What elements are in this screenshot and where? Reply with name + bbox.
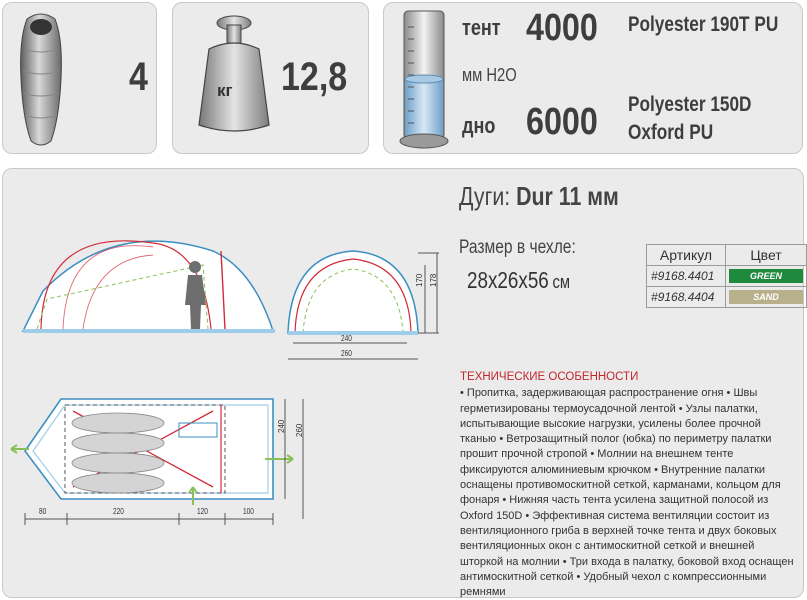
color-swatch-sand: SAND xyxy=(729,290,803,304)
sleeping-bag-icon xyxy=(11,9,71,149)
article-code: #9168.4404 xyxy=(647,287,726,308)
tent-front-view xyxy=(288,251,439,359)
features-title: ТЕХНИЧЕСКИЕ ОСОБЕННОСТИ xyxy=(460,371,639,383)
dim-plan-length-1: 80 xyxy=(39,507,47,516)
packed-size-value: 28x26x56 xyxy=(467,267,549,293)
dim-side-height-1: 170 xyxy=(415,273,424,287)
dim-side-height-2: 178 xyxy=(429,273,438,287)
technical-features xyxy=(460,370,798,600)
dim-front-width-2: 260 xyxy=(341,349,352,358)
tent-label: тент xyxy=(462,15,501,40)
tent-diagrams xyxy=(3,229,463,589)
dim-plan-width-1: 240 xyxy=(277,419,286,433)
article-code: #9168.4401 xyxy=(647,266,726,287)
packed-size-label: Размер в чехле: xyxy=(459,237,576,258)
color-header: Цвет xyxy=(726,245,807,266)
poles-value: Dur 11 мм xyxy=(516,181,619,211)
dim-plan-length-4: 100 xyxy=(243,507,254,516)
water-column-icon xyxy=(396,7,456,151)
floor-material: Polyester 150D Oxford PU xyxy=(628,93,752,144)
packed-size xyxy=(467,267,570,294)
dim-plan-length-3: 120 xyxy=(197,507,208,516)
color-cell xyxy=(726,287,807,308)
table-row xyxy=(647,266,807,287)
water-resistance-card xyxy=(383,2,803,154)
color-cell xyxy=(726,266,807,287)
tent-plan-view xyxy=(11,399,303,525)
article-header: Артикул xyxy=(647,245,726,266)
dim-plan-length-2: 220 xyxy=(113,507,124,516)
poles-label: Дуги: xyxy=(459,181,511,211)
article-table-header xyxy=(647,245,807,266)
dim-plan-width-2: 260 xyxy=(295,423,304,437)
poles-spec xyxy=(459,181,619,212)
color-swatch-green: GREEN xyxy=(729,269,803,283)
weight-value: 12,8 xyxy=(281,55,348,99)
tent-water-value: 4000 xyxy=(526,7,598,49)
floor-label: дно xyxy=(462,113,496,138)
tent-side-view xyxy=(23,241,275,333)
weight-kettlebell-icon xyxy=(189,15,279,145)
tent-material: Polyester 190T PU xyxy=(628,13,779,36)
sleeping-bag-card xyxy=(2,2,157,154)
weight-card xyxy=(172,2,369,154)
packed-size-unit: см xyxy=(552,272,570,292)
dim-front-width-1: 240 xyxy=(341,334,352,343)
table-row xyxy=(647,287,807,308)
article-table xyxy=(646,244,807,308)
water-unit: мм H2O xyxy=(462,65,517,85)
sleeping-bag-count: 4 xyxy=(129,55,148,99)
features-text: • Пропитка, задерживающая распространение огня • Швы герметизированы термоусадочной лентой • Узлы палатки, испытывающие высокие нагрузки, усилены более прочной тканью • Ветрозащитный полог (юбка) по периметру палатки прошит прочной стропой • Молнии на внешнем тенте фиксируются алюминиевым крючком • Внутренние палатки оснащены противомоскитной сеткой, карманами, кольцом для фонаря • Нижняя часть тента усилена защитной полосой из Oxford 150D • Эффективная система вентиляции состоит из вентиляционного грибa в верхней точке тента и двух боковых вентиляционных окон с антимоскитной сеткой и внешней шторкой на молнии • Три входа в палатку, боковой вход оснащен антимоскитной сеткой • Удобный чехол с компрессионными ремнями xyxy=(460,387,794,599)
weight-unit-label: кг xyxy=(217,81,233,100)
floor-water-value: 6000 xyxy=(526,101,598,143)
